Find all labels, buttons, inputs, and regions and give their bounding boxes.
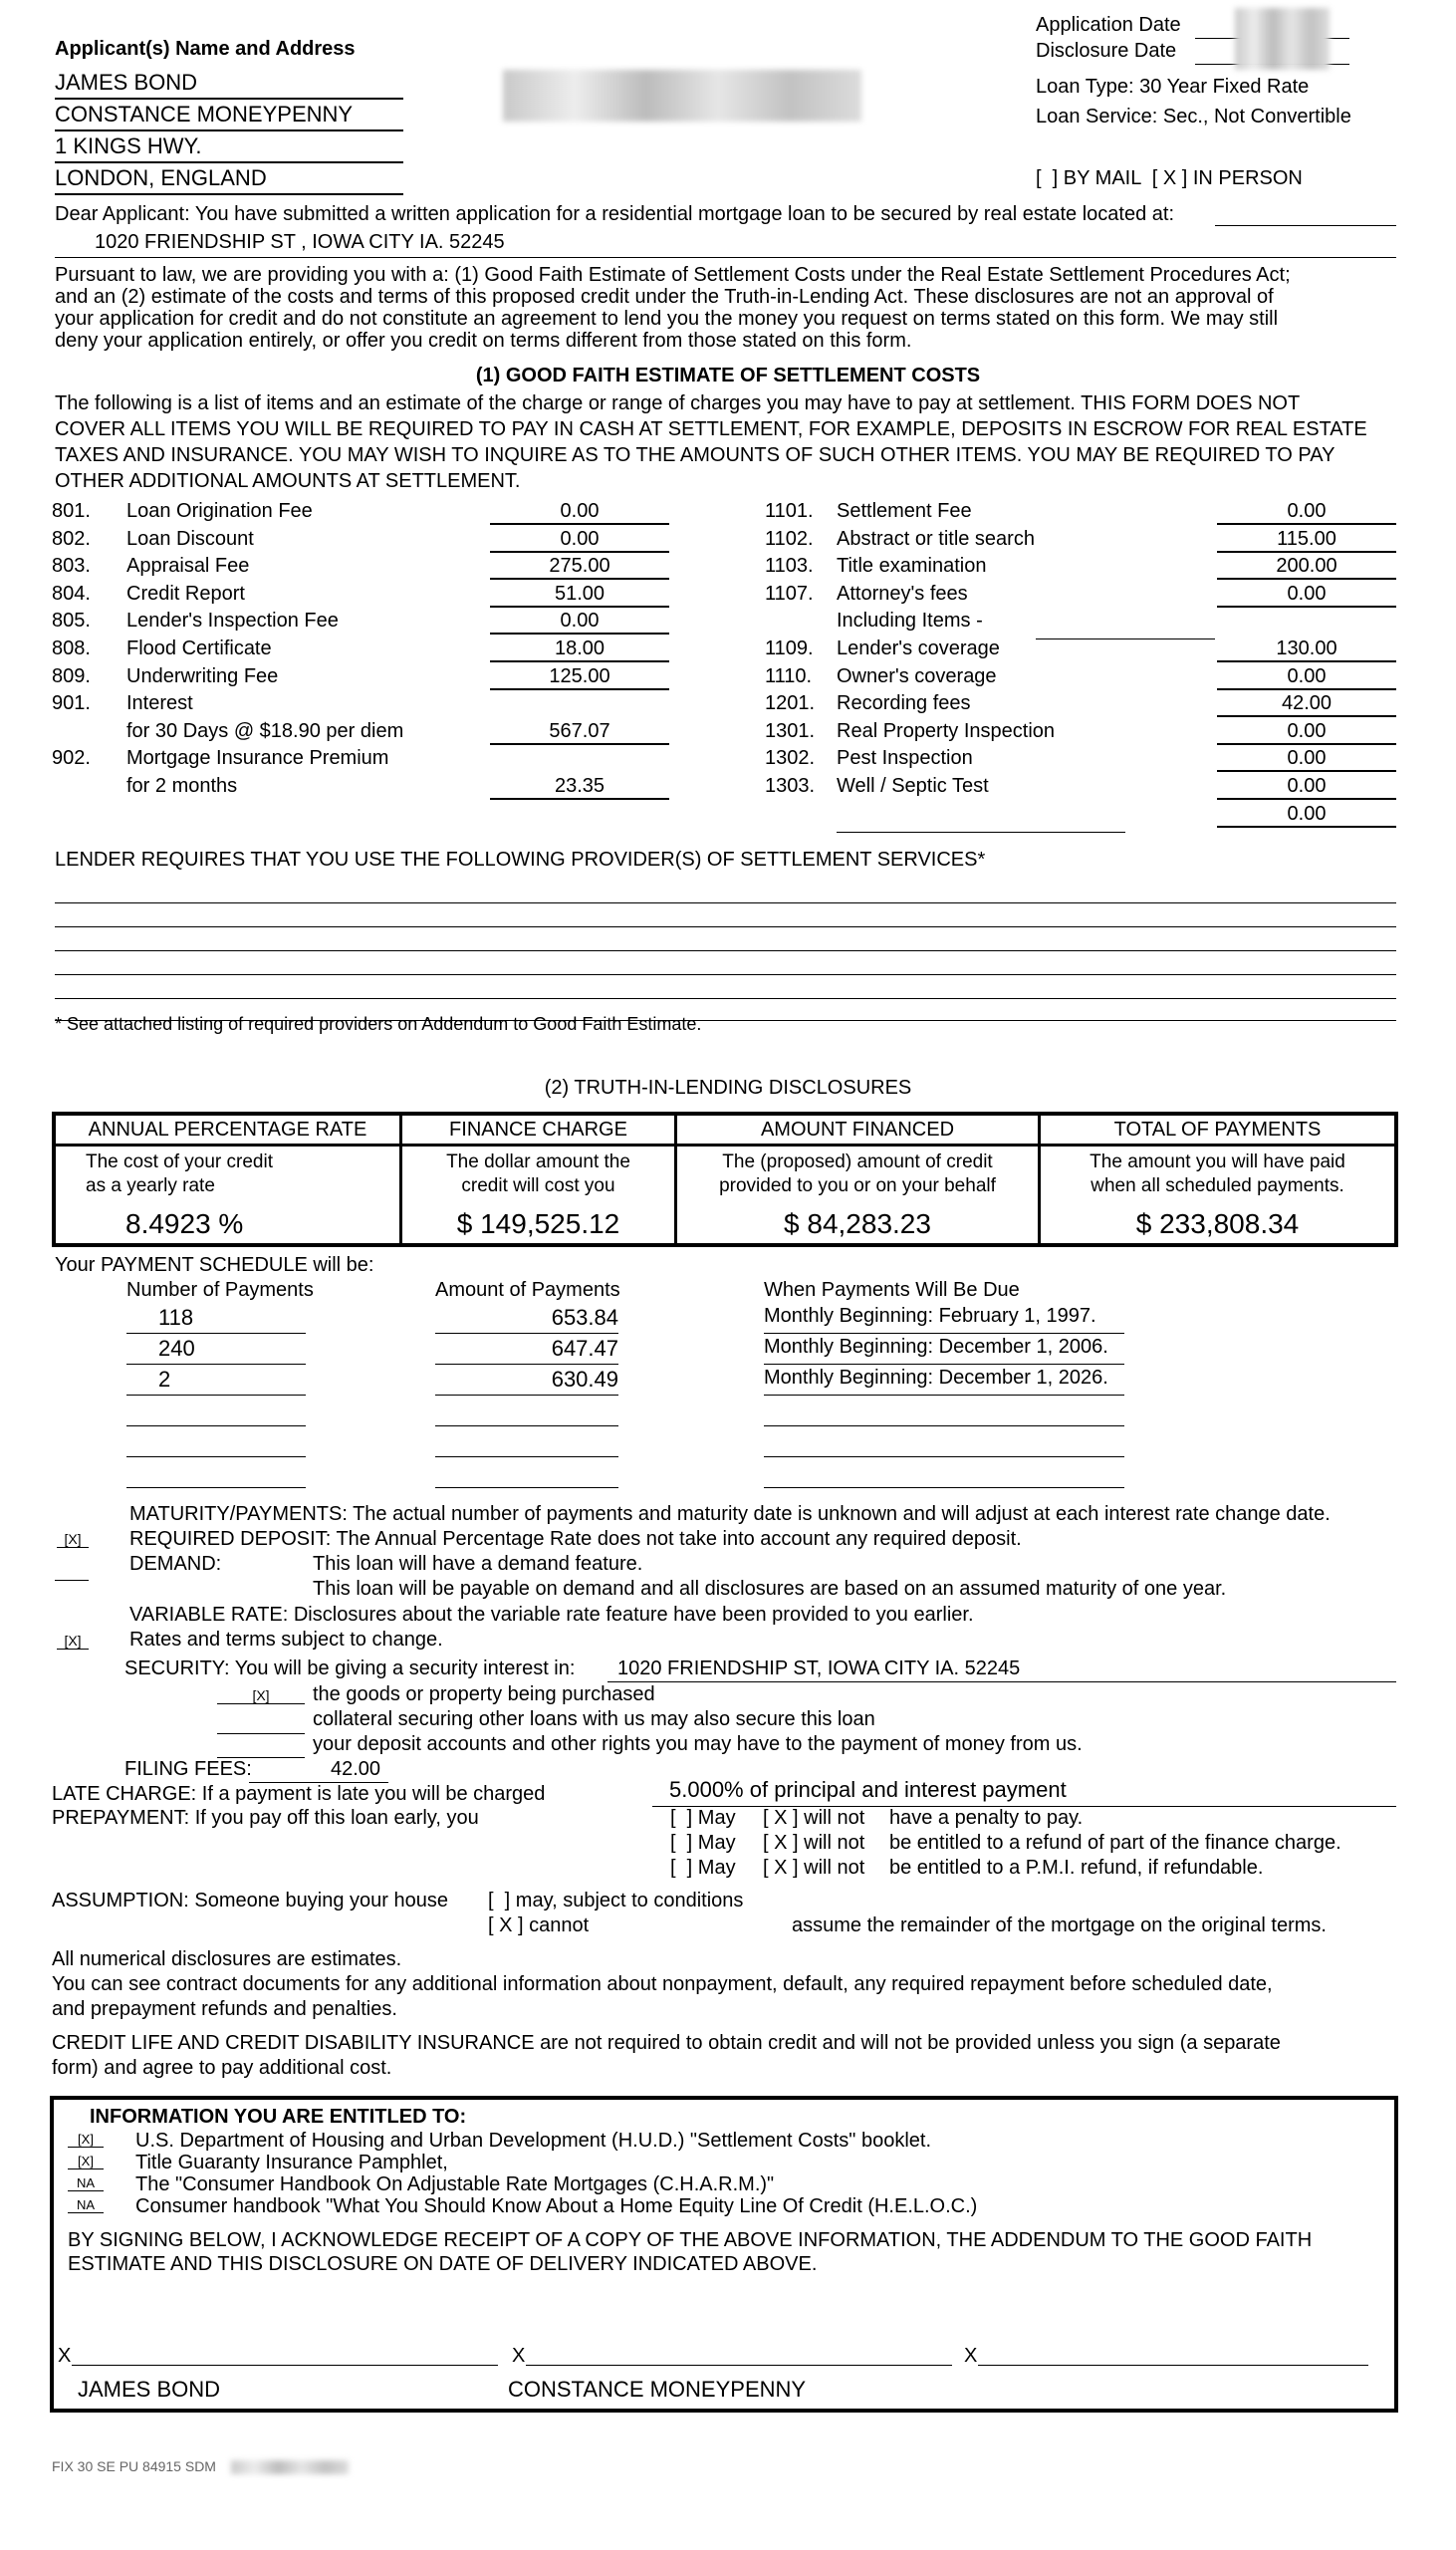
- til-finance-value: $ 149,525.12: [456, 1208, 620, 1239]
- schedule-number: 240: [126, 1336, 306, 1365]
- gfe-item-code: 802.: [52, 527, 91, 550]
- info-item-checkbox[interactable]: NA: [68, 2197, 104, 2213]
- gfe-item-label: Owner's coverage: [837, 664, 997, 687]
- gfe-item: [0, 610, 1456, 636]
- gfe-item: [0, 500, 1456, 526]
- gfe-item-label: Recording fees: [837, 692, 971, 715]
- contract-text-1: You can see contract documents for any additional information about nonpayment, default, any required repayment before scheduled date,: [52, 1973, 1273, 1995]
- gfe-item-label: Attorney's fees: [837, 582, 968, 605]
- disclosure-date-label: Disclosure Date: [1036, 40, 1177, 62]
- schedule-number: 2: [126, 1367, 306, 1396]
- gfe-item-code: 1110.: [765, 664, 813, 687]
- til-desc-line: The cost of your credit: [86, 1151, 273, 1172]
- til-desc-line: credit will cost you: [461, 1175, 615, 1196]
- pursuant-line: your application for credit and do not constitute an agreement to lend you the money you request on terms stated on this form. We may still: [55, 308, 1279, 330]
- gfe-item-code: 1101.: [765, 500, 814, 522]
- goods-text: the goods or property being purchased: [313, 1683, 655, 1705]
- til-amount-desc: [677, 1150, 1038, 1198]
- til-apr-head: ANNUAL PERCENTAGE RATE: [56, 1116, 399, 1147]
- application-date-label: Application Date: [1036, 14, 1181, 36]
- gfe-item-amount: 567.07: [490, 720, 669, 745]
- gfe-item-code: 1107.: [765, 582, 814, 605]
- gfe-item-code: 805.: [52, 610, 91, 633]
- info-title: INFORMATION YOU ARE ENTITLED TO:: [90, 2106, 467, 2128]
- prepay-may-option[interactable]: [ ] May: [670, 1832, 736, 1854]
- pursuant-line: and an (2) estimate of the costs and terms of this proposed credit under the Truth-in-Lending Act. These disclosures are not an approval of: [55, 286, 1274, 308]
- credit-life-text-1: CREDIT LIFE AND CREDIT DISABILITY INSURANCE are not required to obtain credit and will not be provided unless you sign (a separate: [52, 2032, 1281, 2054]
- gfe-item-label: for 2 months: [126, 775, 238, 797]
- prepay-will-not-option[interactable]: [ X ] will not: [763, 1857, 865, 1879]
- col-due-header: When Payments Will Be Due: [764, 1279, 1020, 1301]
- rates-checkbox[interactable]: [X]: [57, 1633, 89, 1650]
- col-amount-header: Amount of Payments: [435, 1279, 620, 1301]
- gfe-item-code: 804.: [52, 582, 91, 605]
- gfe-item-code: 1102.: [765, 527, 814, 550]
- applicant-label: Applicant(s) Name and Address: [55, 38, 356, 60]
- estimates-text: All numerical disclosures are estimates.: [52, 1948, 402, 1970]
- gfe-item-label: Mortgage Insurance Premium: [126, 747, 389, 770]
- signature-x-2: X: [512, 2345, 526, 2367]
- gfe-item: [0, 775, 1456, 801]
- gfe-description: [55, 390, 1367, 494]
- loan-service: [1036, 106, 1351, 128]
- dear-applicant: Dear Applicant: You have submitted a written application for a residential mortgage loan to be secured by real estate located at:: [55, 203, 1175, 225]
- gfe-item-label: Loan Discount: [126, 527, 254, 550]
- providers-note: * See attached listing of required providers on Addendum to Good Faith Estimate.: [55, 1014, 702, 1034]
- schedule-number: [126, 1459, 306, 1488]
- security-label: SECURITY: You will be giving a security interest in:: [124, 1658, 576, 1679]
- schedule-label: Your PAYMENT SCHEDULE will be:: [55, 1254, 374, 1276]
- credit-life-text-2: form) and agree to pay additional cost.: [52, 2057, 392, 2079]
- gfe-item-amount: 0.00: [1217, 803, 1396, 828]
- required-deposit-checkbox[interactable]: [X]: [57, 1531, 89, 1548]
- gfe-item-amount: 115.00: [1217, 528, 1396, 553]
- applicant-line: 1 KINGS HWY.: [55, 131, 403, 163]
- til-desc-line: The dollar amount the: [446, 1151, 630, 1172]
- applicant-line: CONSTANCE MONEYPENNY: [55, 100, 403, 131]
- gfe-item-label: Underwriting Fee: [126, 664, 279, 687]
- gfe-item-amount: 130.00: [1217, 638, 1396, 662]
- gfe-item-amount: 0.00: [1217, 583, 1396, 608]
- til-apr-cell: [56, 1116, 402, 1243]
- gfe-item-amount: 0.00: [1217, 665, 1396, 690]
- til-desc-line: The (proposed) amount of credit: [722, 1151, 993, 1172]
- schedule-amount: 647.47: [435, 1336, 618, 1365]
- required-deposit-text: REQUIRED DEPOSIT: The Annual Percentage Rate does not take into account any required deposit.: [129, 1528, 1022, 1550]
- delivery-method: [ ] BY MAIL [ X ] IN PERSON: [1036, 167, 1303, 189]
- info-item-checkbox[interactable]: NA: [68, 2175, 104, 2191]
- redacted-date: [1235, 8, 1330, 70]
- form-code: FIX 30 SE PU 84915 SDM: [52, 2458, 216, 2474]
- schedule-due: [764, 1428, 1124, 1457]
- signature-x-1: X: [58, 2345, 72, 2367]
- gfe-item-label: Well / Septic Test: [837, 775, 989, 797]
- assumption-may[interactable]: [ ] may, subject to conditions: [488, 1890, 744, 1912]
- applicant-line: JAMES BOND: [55, 68, 403, 100]
- gfe-desc-line: The following is a list of items and an estimate of the charge or range of charges you may have to pay at settlement. THIS FORM DOES NOT: [55, 392, 1301, 414]
- loan-service-label: Loan Service:: [1036, 106, 1158, 128]
- gfe-item: [0, 692, 1456, 718]
- gfe-item-amount: 0.00: [490, 500, 669, 525]
- gfe-item: [0, 555, 1456, 581]
- schedule-amount: [435, 1428, 618, 1457]
- loan-service-value: Sec., Not Convertible: [1162, 106, 1351, 128]
- gfe-item-amount: 42.00: [1217, 692, 1396, 717]
- gfe-item-code: 801.: [52, 500, 91, 522]
- til-title: (2) TRUTH-IN-LENDING DISCLOSURES: [544, 1077, 912, 1099]
- til-apr-value: 8.4923 %: [125, 1208, 244, 1239]
- prepay-text: have a penalty to pay.: [889, 1807, 1084, 1829]
- gfe-item-label: Pest Inspection: [837, 747, 973, 770]
- gfe-item-amount: 0.00: [1217, 775, 1396, 800]
- gfe-desc-line: COVER ALL ITEMS YOU WILL BE REQUIRED TO PAY IN CASH AT SETTLEMENT, FOR EXAMPLE, DEPOSITS IN ESCROW FOR REAL ESTATE: [55, 418, 1367, 440]
- gfe-item: [0, 803, 1456, 829]
- gfe-desc-line: OTHER ADDITIONAL AMOUNTS AT SETTLEMENT.: [55, 470, 521, 492]
- schedule-amount: [435, 1398, 618, 1426]
- demand-text-1: This loan will have a demand feature.: [313, 1553, 643, 1575]
- til-box: [52, 1112, 1398, 1247]
- schedule-due: Monthly Beginning: December 1, 2006.: [764, 1336, 1124, 1365]
- rates-text: Rates and terms subject to change.: [129, 1629, 443, 1651]
- schedule-due: [764, 1398, 1124, 1426]
- gfe-item-code: 901.: [52, 692, 91, 715]
- redacted-footer: [231, 2460, 349, 2474]
- info-item-checkbox[interactable]: [X]: [68, 2132, 104, 2148]
- gfe-item: [0, 720, 1456, 746]
- security-address: 1020 FRIENDSHIP ST, IOWA CITY IA. 52245: [617, 1658, 1021, 1679]
- schedule-number: [126, 1428, 306, 1457]
- gfe-item-amount: 0.00: [1217, 500, 1396, 525]
- gfe-item-code: 902.: [52, 747, 91, 770]
- gfe-item-label: Lender's coverage: [837, 638, 1000, 659]
- gfe-item-amount: 0.00: [490, 528, 669, 553]
- info-item-text: U.S. Department of Housing and Urban Development (H.U.D.) "Settlement Costs" booklet.: [135, 2130, 931, 2152]
- providers-label: LENDER REQUIRES THAT YOU USE THE FOLLOWING PROVIDER(S) OF SETTLEMENT SERVICES*: [55, 849, 986, 871]
- schedule-due: [764, 1459, 1124, 1488]
- gfe-item-label: Lender's Inspection Fee: [126, 610, 339, 633]
- gfe-item-amount: 275.00: [490, 555, 669, 580]
- til-finance-cell: [402, 1116, 677, 1243]
- schedule-amount: [435, 1459, 618, 1488]
- schedule-amount: 653.84: [435, 1305, 618, 1334]
- schedule-number: [126, 1398, 306, 1426]
- filing-fees-value: 42.00: [331, 1758, 381, 1780]
- late-charge-value: 5.000% of principal and interest payment: [669, 1777, 1067, 1802]
- til-finance-head: FINANCE CHARGE: [402, 1116, 674, 1147]
- gfe-item-amount: 200.00: [1217, 555, 1396, 580]
- til-desc-line: when all scheduled payments.: [1091, 1175, 1344, 1196]
- ack-text-2: ESTIMATE AND THIS DISCLOSURE ON DATE OF DELIVERY INDICATED ABOVE.: [68, 2253, 818, 2275]
- til-desc-line: The amount you will have paid: [1090, 1151, 1345, 1172]
- signer-name-2: CONSTANCE MONEYPENNY: [508, 2377, 807, 2402]
- til-total-value: $ 233,808.34: [1135, 1208, 1300, 1239]
- col-number-header: Number of Payments: [126, 1279, 314, 1301]
- schedule-due: Monthly Beginning: February 1, 1997.: [764, 1305, 1124, 1334]
- gfe-item-code: 808.: [52, 638, 91, 659]
- til-amount-cell: [677, 1116, 1041, 1243]
- assumption-remainder: assume the remainder of the mortgage on the original terms.: [792, 1914, 1327, 1936]
- filing-fees-label: FILING FEES:: [124, 1758, 252, 1780]
- gfe-item-label: Including Items -: [837, 610, 983, 633]
- prepayment-text: PREPAYMENT: If you pay off this loan early, you: [52, 1807, 479, 1829]
- til-desc-line: as a yearly rate: [86, 1175, 215, 1196]
- pursuant-line: Pursuant to law, we are providing you with a: (1) Good Faith Estimate of Settlement Costs under the Real Estate Settlement Procedures Act;: [55, 264, 1291, 286]
- signature-x-3: X: [964, 2345, 978, 2367]
- variable-rate-text: VARIABLE RATE: Disclosures about the variable rate feature have been provided to you earlier.: [129, 1604, 974, 1626]
- gfe-item-label: Interest: [126, 692, 193, 715]
- prepay-will-not-option[interactable]: [ X ] will not: [763, 1832, 865, 1854]
- gfe-item-label: Real Property Inspection: [837, 719, 1056, 742]
- gfe-item-label: for 30 Days @ $18.90 per diem: [126, 719, 404, 742]
- prepay-text: be entitled to a P.M.I. refund, if refundable.: [889, 1857, 1264, 1879]
- gfe-item-code: 1103.: [765, 555, 814, 578]
- loan-type: [1036, 76, 1309, 99]
- gfe-item-code: 1303.: [765, 775, 816, 797]
- til-total-cell: [1041, 1116, 1394, 1243]
- gfe-item-code: 803.: [52, 555, 91, 578]
- redacted-block: [503, 70, 861, 122]
- gfe-item-label: Loan Origination Fee: [126, 500, 313, 522]
- info-box: [50, 2096, 1398, 2413]
- demand-label: DEMAND:: [129, 1553, 222, 1575]
- loan-type-label: Loan Type:: [1036, 76, 1134, 98]
- gfe-item-code: 809.: [52, 664, 91, 687]
- gfe-item-label: Settlement Fee: [837, 500, 972, 522]
- late-charge-text: LATE CHARGE: If a payment is late you will be charged: [52, 1783, 546, 1805]
- demand-text-2: This loan will be payable on demand and all disclosures are based on an assumed maturity of one year.: [313, 1578, 1227, 1600]
- prepay-may-option[interactable]: [ ] May: [670, 1807, 736, 1829]
- prepay-may-option[interactable]: [ ] May: [670, 1857, 736, 1879]
- collateral-text: collateral securing other loans with us may also secure this loan: [313, 1708, 875, 1730]
- til-total-desc: [1041, 1150, 1394, 1198]
- gfe-item-amount: 23.35: [490, 775, 669, 800]
- til-desc-line: provided to you or on your behalf: [719, 1175, 996, 1196]
- prepay-text: be entitled to a refund of part of the finance charge.: [889, 1832, 1341, 1854]
- gfe-title: (1) GOOD FAITH ESTIMATE OF SETTLEMENT COSTS: [475, 365, 981, 386]
- maturity-text: MATURITY/PAYMENTS: The actual number of payments and maturity date is unknown and will adjust at each interest rate change date.: [129, 1503, 1331, 1525]
- assumption-cannot[interactable]: [ X ] cannot: [488, 1914, 590, 1936]
- gfe-item-amount: 0.00: [490, 610, 669, 635]
- gfe-item-label: Flood Certificate: [126, 638, 272, 659]
- gfe-item-code: 1302.: [765, 747, 816, 770]
- info-item-checkbox[interactable]: [X]: [68, 2154, 104, 2169]
- ack-text-1: BY SIGNING BELOW, I ACKNOWLEDGE RECEIPT OF A COPY OF THE ABOVE INFORMATION, THE ADDENDUM TO THE GOOD FAITH: [68, 2229, 1313, 2251]
- assumption-text: ASSUMPTION: Someone buying your house: [52, 1890, 448, 1912]
- til-amount-value: $ 84,283.23: [784, 1208, 931, 1239]
- gfe-item-label: Credit Report: [126, 582, 245, 605]
- gfe-item-label: Appraisal Fee: [126, 555, 250, 578]
- til-finance-desc: [402, 1150, 674, 1198]
- deposit-accounts-text: your deposit accounts and other rights you may have to the payment of money from us.: [313, 1733, 1083, 1755]
- gfe-item-label: Title examination: [837, 555, 987, 578]
- gfe-item-code: 1201.: [765, 692, 816, 715]
- contract-text-2: and prepayment refunds and penalties.: [52, 1998, 397, 2020]
- gfe-item-amount: 125.00: [490, 665, 669, 690]
- gfe-item: [0, 583, 1456, 609]
- gfe-item-amount: 18.00: [490, 638, 669, 662]
- schedule-amount: 630.49: [435, 1367, 618, 1396]
- til-apr-desc: [56, 1150, 399, 1198]
- gfe-item-code: 1301.: [765, 719, 816, 742]
- info-item-text: Consumer handbook "What You Should Know About a Home Equity Line Of Credit (H.E.L.O.C.): [135, 2195, 978, 2217]
- gfe-item: [0, 665, 1456, 691]
- gfe-item-label: Abstract or title search: [837, 527, 1035, 550]
- info-item-text: The "Consumer Handbook On Adjustable Rate Mortgages (C.H.A.R.M.)": [135, 2173, 775, 2195]
- schedule-due: Monthly Beginning: December 1, 2026.: [764, 1367, 1124, 1396]
- schedule-number: 118: [126, 1305, 306, 1334]
- applicant-block: [55, 68, 403, 195]
- loan-type-value: 30 Year Fixed Rate: [1139, 76, 1310, 98]
- gfe-item-amount: 0.00: [1217, 720, 1396, 745]
- info-item-text: Title Guaranty Insurance Pamphlet,: [135, 2152, 448, 2173]
- til-amount-head: AMOUNT FINANCED: [677, 1116, 1038, 1147]
- prepay-will-not-option[interactable]: [ X ] will not: [763, 1807, 865, 1829]
- property-address: 1020 FRIENDSHIP ST , IOWA CITY IA. 52245: [95, 231, 505, 253]
- til-total-head: TOTAL OF PAYMENTS: [1041, 1116, 1394, 1147]
- gfe-item: [0, 747, 1456, 773]
- gfe-item-code: 1109.: [765, 638, 814, 659]
- goods-checkbox[interactable]: [X]: [217, 1687, 305, 1704]
- gfe-item-amount: 0.00: [1217, 747, 1396, 772]
- gfe-item: [0, 638, 1456, 663]
- applicant-line: LONDON, ENGLAND: [55, 163, 403, 195]
- signer-name-1: JAMES BOND: [78, 2377, 221, 2402]
- pursuant-line: deny your application entirely, or offer you credit on terms different from those stated on this form.: [55, 330, 912, 352]
- gfe-item-amount: 51.00: [490, 583, 669, 608]
- pursuant-text: [55, 264, 1291, 352]
- gfe-item: [0, 528, 1456, 554]
- gfe-desc-line: TAXES AND INSURANCE. YOU MAY WISH TO INQUIRE AS TO THE AMOUNTS OF SUCH OTHER ITEMS. YOU MAY BE REQUIRED TO PAY: [55, 444, 1335, 466]
